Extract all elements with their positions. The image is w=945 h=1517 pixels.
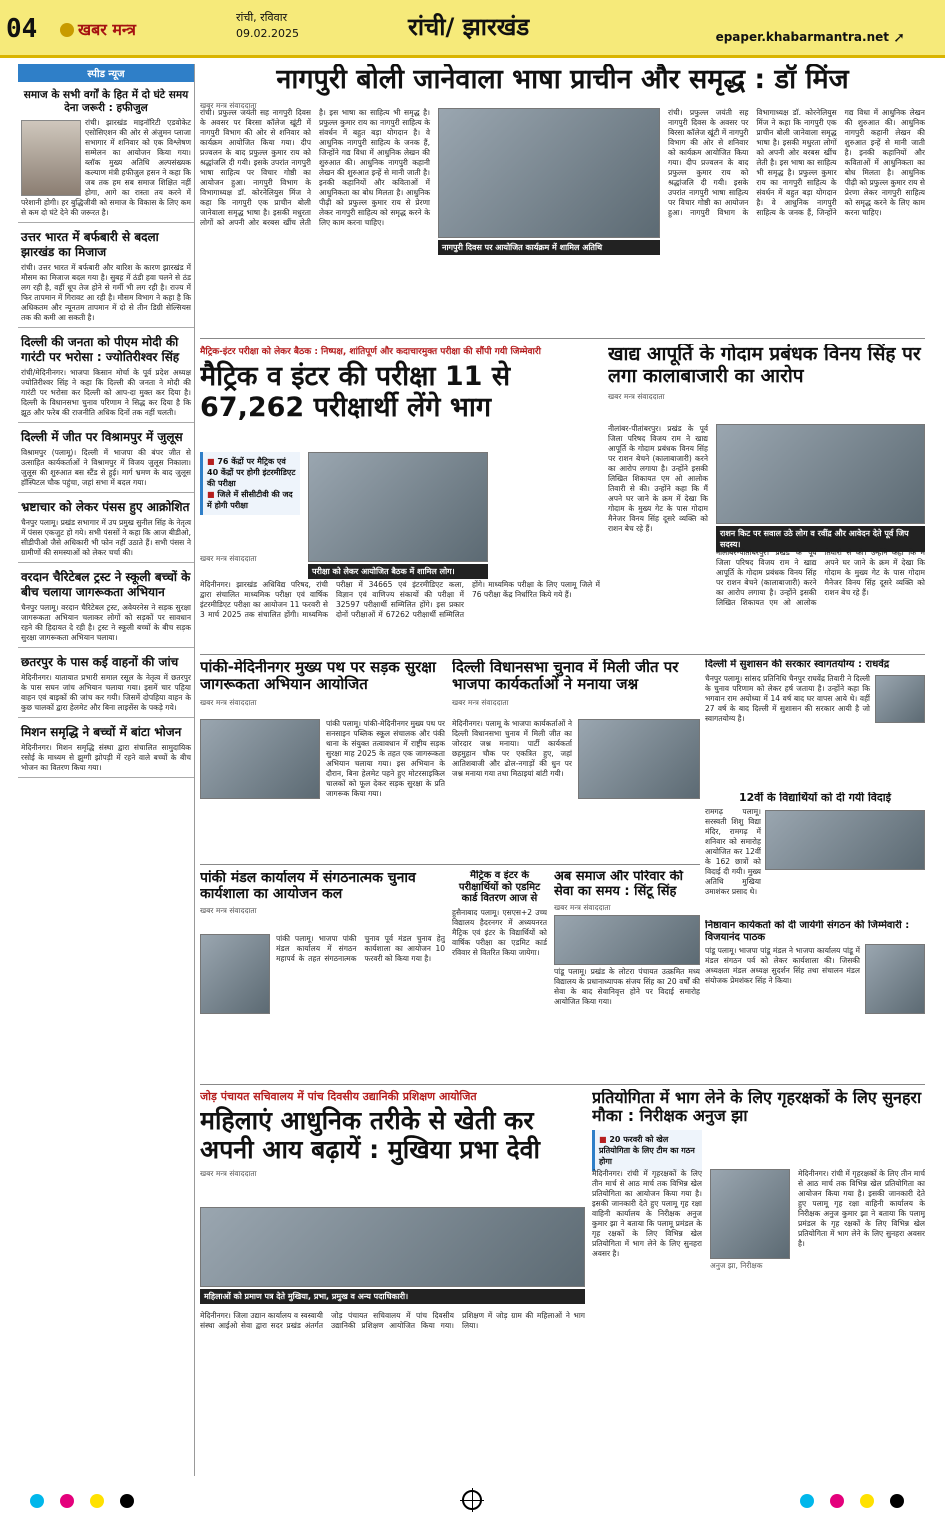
pankimandal-byline: खबर मन्त्र संवाददाता — [200, 906, 257, 916]
black-registration-dot — [120, 1494, 134, 1508]
lead-caption: नागपुरी दिवस पर आयोजित कार्यक्रम में शामिल अतिथि — [438, 240, 660, 255]
women-byline: खबर मन्त्र संवाददाता — [200, 1168, 257, 1178]
magenta-registration-dot — [60, 1494, 74, 1508]
pankimandal-photo — [200, 934, 270, 1014]
author-photo — [21, 120, 81, 196]
left-text: रांची/मेदिनीनगर। भाजपा किसान मोर्चा के पूर्व प्रदेश अध्यक्ष ज्योतिरीश्वर सिंह ने कहा कि दिल्ली की जनता ने मोदी की गारंटी पर भरोसा कर दिल्ली को आप-दा मुक्त कर दिया है। दिल्ली के विधानसभा चुनाव परिणाम ने सिद्ध कर दिया है कि झूठ और फरेब की राजनीति अधिक दिनों तक नहीं चलती। — [21, 368, 191, 417]
left-text: मेदिनीनगर। यातायात प्रभारी समाल रसूल के नेतृत्व में छतरपुर के पास सघन जांच अभियान चलाया गया। इसमें चार पहिया वाहन एवं बाइकों की जांच कर गयी। जिसमें दोपहिया वाहन के कुछ चालकों द्वारा हेलमेट और बिना लाइसेंस के पकड़े गये। — [21, 673, 191, 712]
brand-logo — [60, 18, 136, 40]
left-headline: दिल्ली की जनता को पीएम मोदी की गारंटी पर भरोसा : ज्योतिरीश्वर सिंह — [21, 335, 180, 364]
city-day: रांची, रविवार — [236, 11, 288, 24]
left-text: चैनपुर पलामू। वरदान चैरिटेबल ट्रस्ट, अवेयरनेस ने सड़क सुरक्षा जागरूकता अभियान चलाकर लोगों को सड़कों पर सावधान रहने की हिदायत दे रही है। ट्रस्ट ने स्कूली बच्चों के बीच सड़क सुरक्षा जागरूकता अभियान चलाया। — [21, 603, 191, 642]
place-date — [236, 10, 299, 42]
women-headline: महिलाएं आधुनिक तरीके से खेती कर अपनी आय बढ़ायें : मुखिया प्रभा देवी — [200, 1106, 541, 1164]
left-article — [18, 328, 194, 423]
road-headline: पांकी-मेदिनीनगर मुख्य पथ पर सड़क सुरक्षा जागरूकता अभियान आयोजित — [200, 659, 436, 694]
admitcard-headline: मैट्रिक व इंटर के परीक्षार्थियों को एडमिट कार्ड वितरण आज से — [458, 870, 541, 904]
road-byline: खबर मन्त्र संवाददाता — [200, 697, 257, 707]
magenta-registration-dot — [830, 1494, 844, 1508]
page-header — [0, 0, 945, 58]
website-link[interactable]: epaper.khabarmantra.net — [715, 30, 889, 44]
left-article — [18, 648, 194, 718]
delhi-text: चैनपुर पलामू। सांसद प्रतिनिधि चैनपुर राघवेंद्र तिवारी ने दिल्ली के चुनाव परिणाम को लेकर हर्ष जताया है। उन्होंने कहा कि भगवान राम अयोध्या में 14 वर्ष बाद घर वापस आये थे। वहीं 27 वर्ष के बाद दिल्ली में सुशासन की सरकार आयी है जो स्वागतयोग्य है। — [705, 673, 870, 723]
nishthavan-text: पांडू पलामू। भाजपा पांडू मंडल ने भाजपा कार्यालय पांडू में मंडल संगठन पर्व को लेकर कार्यशाला की। जिसकी अध्यक्षता मंडल अध्यक्ष सुदर्शन सिंह तथा संचालन मंडल संयोजक प्रेमशंकर सिंह ने किया। — [705, 946, 860, 985]
left-text: चैनपुर पलामू। प्रखंड सभागार में उप प्रमुख सुनील सिंह के नेतृत्व में पंसस एकजुट हो गये। सभी पंससों ने कहा कि आज बीडीओ, सीडीपीओ जैसे अधिकारी भी फोन नहीं उठाते हैं। सभी पंसस ने ग्रामीणों की समस्याओं को लेकर चर्चा की। — [21, 518, 191, 557]
farewell-article — [705, 792, 925, 917]
left-text: रांची। झारखंड माइनॉरिटी एडवोकेट एसोसिएशन की ओर से अंजुमन प्लाजा सभागार में शनिवार को एक विश्लेषण सम्मेलन का आयोजन किया गया। ब्लॉक मुख्य अतिथि अल्पसंख्यक कल्याण मंत्री हफीजुल हसन ने कहा कि जब तक हम सब समाज शिक्षित नहीं होगा, आगे का रास्ता तय करने में परेशानी होगी। हर बुद्धिजीवी को समाज के विकास के लिए कम से कम दो घंटे देने की जरूरत है। — [21, 118, 191, 217]
food-caption: राशन किट पर सवाल उठे लोग व रवींद्र और आवेदन देते पूर्व जिप सदस्य। — [716, 526, 925, 552]
left-headline: मिशन समृद्धि ने बच्चों में बांटा भोजन — [21, 725, 182, 739]
food-text: नीलांबर-पीतांबरपुर। प्रखंड के पूर्व जिला परिषद विजय राम ने खाद्य आपूर्ति के गोदाम प्रबंधक विनय सिंह पर राशन बेचने (कालाबाजारी) करने का आरोप लगाया है। उन्होंने इसकी लिखित शिकायत एम ओ आलोक तिवारी से की। उन्होंने कहा कि मैं अपने घर जाने के क्रम में देखा कि गोदाम के मुख्य गेट के पास गोदाम मैनेजर विनय सिंह दूसरे व्यक्ति को राशन बेच रहे हैं। — [608, 424, 708, 533]
food-byline: खबर मन्त्र संवाददाता — [608, 391, 665, 401]
exam-text: मेदिनीनगर। झारखंड अधिविद्य परिषद, रांची द्वारा संचालित माध्यमिक परीक्षा एवं वार्षिक इंटरमीडिएट परीक्षा का आयोजन 11 फरवरी से 3 मार्च 2025 तक संचालित होंगी। माध्यमिक परीक्षा में 34665 एवं इंटरमीडिएट कला, विज्ञान एवं वाणिज्य संकायों की परीक्षा में 32597 परीक्षार्थी सम्मिलित होंगे। इस प्रकार दोनों परीक्षाओं में 67262 परीक्षार्थी सम्मिलित होंगे। माध्यमिक परीक्षा के लिए पलामू जिले में 76 परीक्षा केंद्र निर्धारित किये गये हैं। — [200, 580, 600, 619]
cursor-icon: ➚ — [893, 30, 905, 46]
guard-byline: अनुज झा, निरीक्षक — [710, 1261, 763, 1270]
exam-highlights — [200, 452, 300, 515]
left-column — [18, 64, 195, 1476]
left-article — [18, 718, 194, 778]
divider — [200, 654, 925, 655]
nishthavan-photo — [865, 944, 925, 1014]
sintu-article — [554, 870, 700, 1070]
exam-photo — [308, 452, 488, 562]
exam-article — [200, 344, 600, 649]
bjp-headline: दिल्ली विधानसभा चुनाव में मिली जीत पर भाजपा कार्यकर्ताओं ने मनाया जश्न — [452, 659, 679, 694]
exam-point: ■ जिले में सीसीटीवी की जद में होगी परीक्षा — [207, 490, 293, 510]
nishthavan-headline: निष्ठावान कार्यकर्ता को दी जायेगी संगठन की जिम्मेवारी : विजयानंद पाठक — [705, 920, 910, 943]
lead-headline: नागपुरी बोली जानेवाला भाषा प्राचीन और समृद्ध : डॉ मिंज — [276, 64, 849, 95]
bjp-photo — [578, 719, 700, 799]
left-headline: दिल्ली में जीत पर विश्रामपुर में जुलूस — [21, 430, 183, 444]
bjp-article — [452, 659, 700, 859]
left-article — [18, 493, 194, 563]
nishthavan-article — [705, 920, 925, 1080]
left-article — [18, 223, 194, 328]
women-photo — [200, 1207, 585, 1287]
cyan-registration-dot — [800, 1494, 814, 1508]
left-headline: समाज के सभी वर्गों के हित में दो घंटे समय देना जरूरी : हफीजुल — [23, 89, 189, 114]
road-text: पांकी पलामू। पांकी-मेदिनीनगर मुख्य पथ पर सनसाइन पब्लिक स्कूल संचालक और पंकी थाना के संयुक्त तत्वावधान में राष्ट्रीय सड़क सुरक्षा माह 2025 के तहत एक जागरूकता अभियान चलाया गया। इस अभियान के दौरान, बिना हेलमेट पहने हुए मोटरसाइकिल चालकों को फूल देकर सड़क सुरक्षा के प्रति जागरूक किया गया। — [326, 719, 445, 798]
admitcard-text: हुसैनाबाद पलामू। एसएस+2 उच्च विद्यालय हैदरनगर में अध्ययनरत मैट्रिक एवं इंटर के विद्यार्थियों को वार्षिक परीक्षा का एडमिट कार्ड रविवार से वितरित किया जायेगा। — [452, 907, 547, 957]
left-headline: वरदान चैरिटेबल ट्रस्ट ने स्कूली बच्चों के बीच चलाया जागरूकता अभियान — [21, 570, 191, 599]
farewell-photo — [765, 810, 925, 870]
registration-crosshair-icon — [462, 1490, 482, 1510]
farewell-text: रामगढ़ पलामू। सरस्वती शिशु विद्या मंदिर, रामगढ़ में शनिवार को समारोह आयोजित कर 12वीं के 162 छात्रों को विदाई दी गयी। मुख्य अतिथि मुखिया उमाशंकर प्रसाद थे। — [705, 806, 761, 896]
left-article — [18, 563, 194, 648]
lead-text-continued: रांची। प्रफुल्ल जयंती सह नागपुरी दिवस के अवसर पर बिरसा कॉलेज खूंटी में नागपुरी विभाग की ओर से शनिवार को कार्यक्रम आयोजित किया गया। दीप प्रज्वलन के बाद प्रफुल्ल कुमार राय को श्रद्धांजलि दी गयी। इसके उपरांत नागपुरी भाषा साहित्य पर विचार गोष्ठी का आयोजन हुआ। नागपुरी विभाग के विभागाध्यक्ष डॉ. कोरनेलियुस मिंज ने कहा कि नागपुरी एक प्राचीन बोली जानेवाला समृद्ध भाषा है। इसकी मधुरता लोगों को अपनी ओर बरबस खींच लेती है। इस भाषा का साहित्य भी समृद्ध है। प्रफुल्ल कुमार राय का नागपुरी साहित्य के संवर्धन में बहुत बड़ा योगदान है। वे आधुनिक नागपुरी साहित्य के जनक हैं, जिन्होंने गद्य विधा में आधुनिक लेखन की शुरुआत की। आधुनिक नागपुरी कहानी लेखन की शुरुआत इन्हें से मानी जाती है। इनकी कहानियों और कविताओं में आधुनिकता का बोध मिलता है। आधुनिक पीढ़ी को प्रफुल्ल कुमार राय से प्रेरणा लेकर नागपुरी साहित्य को समृद्ध करने के लिए काम करना चाहिए। — [668, 108, 925, 217]
left-text: विश्रामपुर (पलामू)। दिल्ली में भाजपा की बंपर जीत से उत्साहित कार्यकर्ताओं ने विश्रामपुर में विजय जुलूस निकाला। जुलूस की शुरुआत बस स्टैंड से हुई। मार्ग भ्रमण के बाद जुलूस हॉस्पिटल चौक पहुंचा, जहां सभा में बदल गया। — [21, 448, 191, 487]
food-headline: खाद्य आपूर्ति के गोदाम प्रबंधक विनय सिंह पर लगा कालाबाजारी का आरोप — [608, 344, 921, 387]
exam-caption: परीक्षा को लेकर आयोजित बैठक में शामिल लोग। — [308, 564, 488, 579]
lead-text: रांची। प्रफुल्ल जयंती सह नागपुरी दिवस के अवसर पर बिरसा कॉलेज खूंटी में नागपुरी विभाग की ओर से शनिवार को कार्यक्रम आयोजित किया गया। दीप प्रज्वलन के बाद प्रफुल्ल कुमार राय को श्रद्धांजलि दी गयी। इसके उपरांत नागपुरी भाषा साहित्य पर विचार गोष्ठी का आयोजन हुआ। नागपुरी विभाग के विभागाध्यक्ष डॉ. कोरनेलियुस मिंज ने कहा कि नागपुरी एक प्राचीन बोली जानेवाला समृद्ध भाषा है। इसकी मधुरता लोगों को अपनी ओर बरबस खींच लेती है। इस भाषा का साहित्य भी समृद्ध है। प्रफुल्ल कुमार राय का नागपुरी साहित्य के संवर्धन में बहुत बड़ा योगदान है। वे आधुनिक नागपुरी साहित्य के जनक हैं, जिन्होंने गद्य विधा में आधुनिक लेखन की शुरुआत की। आधुनिक नागपुरी कहानी लेखन की शुरुआत इन्हें से मानी जाती है। इनकी कहानियों और कविताओं में आधुनिकता का बोध मिलता है। आधुनिक पीढ़ी को प्रफुल्ल कुमार राय से प्रेरणा लेकर नागपुरी साहित्य को समृद्ध करने के लिए काम करना चाहिए। — [200, 108, 430, 227]
sintu-headline: अब समाज और परिवार की सेवा का समय : सिंटू सिंह — [554, 870, 683, 899]
road-photo — [200, 719, 320, 799]
print-registration-footer — [0, 1486, 945, 1517]
bjp-text: मेदिनीनगर। पलामू के भाजपा कार्यकर्ताओं ने दिल्ली विधानसभा चुनाव में मिली जीत का जोरदार जश्न मनाया। पार्टी कार्यकर्ता छहमुहान चौक पर एकत्रित हुए, जहां आतिशबाजी और ढोल-नगाड़ों की धुन पर जश्न मनाया गया तथा मिठाइयां बांटी गयी। — [452, 719, 572, 778]
food-article — [608, 344, 925, 644]
lead-photo — [438, 108, 660, 238]
left-article — [18, 82, 194, 223]
guard-text-continued: मेदिनीनगर। रांची में गृहरक्षकों के लिए तीन मार्च से आठ मार्च तक विभिन्न खेल प्रतियोगिता का आयोजन किया गया है। इसकी जानकारी देते हुए पलामू गृह रक्षा वाहिनी कार्यालय के निरीक्षक अनुज कुमार झा ने बताया कि पलामू प्रमंडल के गृह रक्षकों के लिए विभिन्न खेल प्रतियोगिता में भाग लेने के लिए सुनहरा अवसर है। — [798, 1169, 925, 1248]
black-registration-dot — [890, 1494, 904, 1508]
logo-icon — [60, 23, 74, 37]
guard-headline: प्रतियोगिता में भाग लेने के लिए गृहरक्षकों के लिए सुनहरा मौका : निरीक्षक अनुज झा — [592, 1089, 922, 1126]
section-title: रांची/ झारखंड — [408, 13, 530, 41]
divider — [200, 1084, 925, 1085]
cyan-registration-dot — [30, 1494, 44, 1508]
delhi-article — [705, 659, 925, 789]
delhi-headline: दिल्ली में सुशासन की सरकार स्वागतयोग्य : राधवेंद्र — [705, 659, 890, 670]
left-headline: भ्रष्टाचार को लेकर पंसस हुए आक्रोशित — [21, 500, 190, 514]
women-caption: महिलाओं को प्रमाण पत्र देते मुखिया, प्रभा, प्रमुख व अन्य पदाधिकारी। — [200, 1289, 585, 1304]
page-number: 04 — [6, 14, 38, 44]
guard-article — [592, 1089, 925, 1481]
guard-text: मेदिनीनगर। रांची में गृहरक्षकों के लिए तीन मार्च से आठ मार्च तक विभिन्न खेल प्रतियोगिता का आयोजन किया गया है। इसकी जानकारी देते हुए पलामू गृह रक्षा वाहिनी कार्यालय के निरीक्षक अनुज कुमार झा ने बताया कि पलामू प्रमंडल के गृह रक्षकों के लिए विभिन्न खेल प्रतियोगिता में भाग लेने के लिए सुनहरा अवसर है। — [592, 1169, 702, 1258]
farewell-headline: 12वीं के विद्यार्थियों को दी गयी विदाई — [738, 792, 891, 804]
exam-kicker: मैट्रिक-इंटर परीक्षा को लेकर बैठक : निष्पक्ष, शांतिपूर्ण और कदाचारमुक्त परीक्षा की सौंपी गयी जिम्मेवारी — [200, 347, 541, 357]
left-headline: उत्तर भारत में बर्फबारी से बदला झारखंड का मिजाज — [21, 230, 159, 259]
sintu-byline: खबर मन्त्र संवाददाता — [554, 902, 611, 912]
exam-byline: खबर मन्त्र संवाददाता — [200, 554, 257, 563]
pankimandal-headline: पांकी मंडल कार्यालय में संगठनात्मक चुनाव कार्यशाला का आयोजन कल — [200, 870, 416, 903]
yellow-registration-dot — [90, 1494, 104, 1508]
pankimandal-text: पांकी पलामू। भाजपा पांकी मंडल कार्यालय में संगठन महापर्व के तहत संगठनात्मक चुनाव पूर्व मंडल चुनाव हेतु कार्यशाला का आयोजन 10 फरवरी को किया गया है। — [276, 934, 445, 963]
women-text: मेदिनीनगर। जिला उद्यान कार्यालय व स्वस्वायी संस्था आईओ सेवा द्वारा सदर प्रखंड अंतर्गत जोड़ पंचायत सचिवालय में पांच दिवसीय उद्यानिकी प्रशिक्षण आयोजित किया गया। प्रशिक्षण में जोड़ ग्राम की महिलाओं ने भाग लिया। — [200, 1311, 585, 1330]
road-article — [200, 659, 445, 859]
guard-highlight: ■ 20 फरवरी को खेल प्रतियोगिता के लिए टीम का गठन होगा — [592, 1130, 702, 1171]
edition-date: 09.02.2025 — [236, 27, 299, 40]
left-article — [18, 423, 194, 493]
divider — [200, 338, 925, 339]
food-photo — [716, 424, 925, 524]
exam-headline: मैट्रिक व इंटर की परीक्षा 11 से 67,262 परीक्षार्थी लेंगे भाग — [200, 361, 511, 424]
pankimandal-article — [200, 870, 445, 1050]
admitcard-article — [452, 870, 547, 1050]
yellow-registration-dot — [860, 1494, 874, 1508]
lead-byline: खबर मन्त्र संवाददाता — [200, 101, 257, 111]
guard-photo — [710, 1169, 790, 1259]
exam-point: ■ 76 केंद्रों पर मैट्रिक एवं 40 केंद्रों पर होगी इंटरमीडिएट की परीक्षा — [207, 457, 296, 488]
speed-news-label: स्पीड न्यूज — [18, 64, 194, 82]
food-text-continued: नीलांबर-पीतांबरपुर। प्रखंड के पूर्व जिला परिषद विजय राम ने खाद्य आपूर्ति के गोदाम प्रबंधक विनय सिंह पर राशन बेचने (कालाबाजारी) करने का आरोप लगाया है। उन्होंने इसकी लिखित शिकायत एम ओ आलोक तिवारी से की। उन्होंने कहा कि मैं अपने घर जाने के क्रम में देखा कि गोदाम के मुख्य गेट के पास गोदाम मैनेजर विनय सिंह दूसरे व्यक्ति को राशन बेच रहे हैं। — [716, 548, 925, 607]
training-kicker: जोड़ पंचायत सचिवालय में पांच दिवसीय उद्यानिकी प्रशिक्षण आयोजित — [200, 1090, 477, 1103]
lead-article — [200, 64, 925, 334]
delhi-photo — [875, 675, 925, 723]
women-article — [200, 1089, 585, 1481]
brand-name: खबर मन्त्र — [78, 20, 136, 39]
bjp-byline: खबर मन्त्र संवाददाता — [452, 697, 509, 707]
left-text: मेदिनीनगर। मिशन समृद्धि संस्था द्वारा संचालित सामुदायिक रसोई के माध्यम से झुग्गी झोपड़ी में रहने वाले बच्चों के बीच भोजन का वितरण किया गया। — [21, 743, 191, 772]
left-text: रांची। उत्तर भारत में बर्फबारी और बारिश के कारण झारखंड में मौसम का मिजाज बदल गया है। सुबह में ठंडी हवा चलने से ठंड लग रही है, वहीं धूप तेज होने से गर्मी भी लग रही है। राज्य में फिर तापमान में गिरावट आ रही है। मौसम विभाग ने कहा है कि अधिकतम और न्यूनतम तापमान में दो से तीन डिग्री सेल्सियस तक की कमी आ सकती है। — [21, 263, 191, 322]
sintu-photo — [554, 915, 700, 965]
left-headline: छतरपुर के पास कई वाहनों की जांच — [21, 655, 179, 669]
sintu-text: पांडू पलामू। प्रखंड के लोटरा पंचायत उत्क्रमित मध्य विद्यालय के प्रधानाध्यापक संजय सिंह का 20 वर्षों की सेवा के बाद सेवानिवृत्त होने पर विदाई समारोह आयोजित किया गया। — [554, 966, 700, 1006]
divider — [200, 864, 700, 865]
